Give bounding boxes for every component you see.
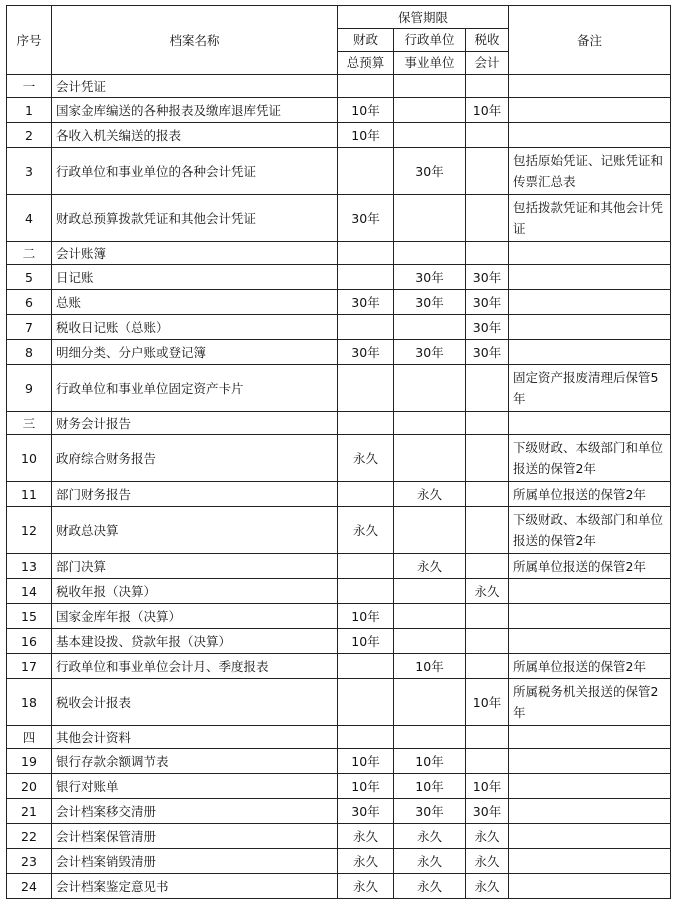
row-number: 5	[7, 265, 52, 290]
empty-cell	[466, 412, 509, 435]
period-tax	[466, 435, 509, 482]
period-fin: 永久	[338, 824, 394, 849]
period-tax: 10年	[466, 98, 509, 123]
period-admin: 永久	[394, 824, 466, 849]
period-tax: 10年	[466, 679, 509, 726]
table-row	[7, 365, 671, 412]
period-fin: 永久	[338, 849, 394, 874]
remark	[509, 799, 671, 824]
row-number: 7	[7, 315, 52, 340]
table-row	[7, 265, 671, 290]
table-row	[7, 507, 671, 554]
archive-name: 基本建设拨、贷款年报（决算）	[52, 629, 338, 654]
table-row	[7, 148, 671, 195]
remark	[509, 265, 671, 290]
period-fin: 10年	[338, 123, 394, 148]
table-row	[7, 604, 671, 629]
remark: 所属单位报送的保管2年	[509, 654, 671, 679]
remark	[509, 774, 671, 799]
period-admin: 永久	[394, 874, 466, 899]
remark	[509, 749, 671, 774]
archive-name: 部门决算	[52, 554, 338, 579]
period-admin	[394, 579, 466, 604]
section-title: 会计凭证	[52, 75, 338, 98]
row-number: 1	[7, 98, 52, 123]
remark: 下级财政、本级部门和单位报送的保管2年	[509, 435, 671, 482]
header-fin-line2: 总预算	[338, 52, 394, 75]
period-admin: 10年	[394, 774, 466, 799]
period-tax: 永久	[466, 579, 509, 604]
archive-name: 税收会计报表	[52, 679, 338, 726]
period-tax	[466, 482, 509, 507]
archive-name: 行政单位和事业单位固定资产卡片	[52, 365, 338, 412]
row-number: 18	[7, 679, 52, 726]
period-fin	[338, 315, 394, 340]
period-admin: 30年	[394, 799, 466, 824]
period-fin: 10年	[338, 98, 394, 123]
row-number: 24	[7, 874, 52, 899]
table-row	[7, 824, 671, 849]
period-fin: 永久	[338, 435, 394, 482]
table-row	[7, 749, 671, 774]
empty-cell	[394, 75, 466, 98]
table-row	[7, 340, 671, 365]
table-row	[7, 123, 671, 148]
row-number: 6	[7, 290, 52, 315]
period-tax	[466, 123, 509, 148]
remark	[509, 629, 671, 654]
section-row	[7, 75, 671, 98]
archive-retention-table	[6, 5, 671, 899]
period-fin	[338, 265, 394, 290]
empty-cell	[338, 242, 394, 265]
period-admin	[394, 435, 466, 482]
period-admin	[394, 195, 466, 242]
archive-name: 日记账	[52, 265, 338, 290]
remark: 所属单位报送的保管2年	[509, 554, 671, 579]
archive-name: 财政总预算拨款凭证和其他会计凭证	[52, 195, 338, 242]
period-fin: 10年	[338, 604, 394, 629]
header-note: 备注	[509, 6, 671, 75]
period-fin: 30年	[338, 340, 394, 365]
period-tax: 10年	[466, 774, 509, 799]
remark: 下级财政、本级部门和单位报送的保管2年	[509, 507, 671, 554]
section-row	[7, 412, 671, 435]
row-number: 21	[7, 799, 52, 824]
period-admin: 30年	[394, 290, 466, 315]
remark	[509, 98, 671, 123]
period-fin	[338, 365, 394, 412]
remark	[509, 849, 671, 874]
section-number: 二	[7, 242, 52, 265]
archive-name: 会计档案销毁清册	[52, 849, 338, 874]
row-number: 22	[7, 824, 52, 849]
period-fin	[338, 554, 394, 579]
section-number: 四	[7, 726, 52, 749]
remark	[509, 824, 671, 849]
row-number: 4	[7, 195, 52, 242]
period-tax	[466, 554, 509, 579]
remark	[509, 315, 671, 340]
remark: 包括原始凭证、记账凭证和传票汇总表	[509, 148, 671, 195]
period-tax	[466, 629, 509, 654]
header-admin-line1: 行政单位	[394, 29, 466, 52]
row-number: 3	[7, 148, 52, 195]
archive-name: 总账	[52, 290, 338, 315]
archive-name: 银行存款余额调节表	[52, 749, 338, 774]
section-row	[7, 726, 671, 749]
section-number: 一	[7, 75, 52, 98]
period-fin: 30年	[338, 195, 394, 242]
table-row	[7, 849, 671, 874]
period-admin	[394, 629, 466, 654]
remark	[509, 579, 671, 604]
period-admin: 永久	[394, 849, 466, 874]
period-tax	[466, 148, 509, 195]
row-number: 23	[7, 849, 52, 874]
period-admin	[394, 679, 466, 726]
period-admin	[394, 365, 466, 412]
period-tax: 30年	[466, 315, 509, 340]
header-admin-line2: 事业单位	[394, 52, 466, 75]
period-admin: 10年	[394, 654, 466, 679]
header-tax-line1: 税收	[466, 29, 509, 52]
archive-name: 税收日记账（总账）	[52, 315, 338, 340]
table-row	[7, 290, 671, 315]
row-number: 9	[7, 365, 52, 412]
period-tax	[466, 604, 509, 629]
period-admin: 10年	[394, 749, 466, 774]
table-row	[7, 554, 671, 579]
period-tax: 永久	[466, 874, 509, 899]
period-admin	[394, 315, 466, 340]
row-number: 19	[7, 749, 52, 774]
table-row	[7, 679, 671, 726]
remark: 固定资产报废清理后保管5年	[509, 365, 671, 412]
empty-cell	[509, 242, 671, 265]
period-tax	[466, 195, 509, 242]
period-fin: 10年	[338, 749, 394, 774]
period-tax: 30年	[466, 290, 509, 315]
empty-cell	[466, 726, 509, 749]
table-row	[7, 435, 671, 482]
empty-cell	[509, 412, 671, 435]
header-name: 档案名称	[52, 6, 338, 75]
row-number: 2	[7, 123, 52, 148]
period-fin: 10年	[338, 629, 394, 654]
remark: 所属税务机关报送的保管2年	[509, 679, 671, 726]
row-number: 11	[7, 482, 52, 507]
table-row	[7, 579, 671, 604]
archive-name: 部门财务报告	[52, 482, 338, 507]
empty-cell	[338, 726, 394, 749]
period-admin: 永久	[394, 554, 466, 579]
section-title: 其他会计资料	[52, 726, 338, 749]
table-row	[7, 654, 671, 679]
archive-name: 各收入机关编送的报表	[52, 123, 338, 148]
header-tax-line2: 会计	[466, 52, 509, 75]
archive-name: 国家金库年报（决算）	[52, 604, 338, 629]
period-fin: 30年	[338, 290, 394, 315]
period-admin: 30年	[394, 148, 466, 195]
row-number: 15	[7, 604, 52, 629]
period-tax: 30年	[466, 799, 509, 824]
remark: 所属单位报送的保管2年	[509, 482, 671, 507]
empty-cell	[394, 242, 466, 265]
period-admin	[394, 604, 466, 629]
empty-cell	[394, 726, 466, 749]
header-fin-line1: 财政	[338, 29, 394, 52]
row-number: 12	[7, 507, 52, 554]
header-period: 保管期限	[338, 6, 509, 29]
remark	[509, 874, 671, 899]
table-row	[7, 195, 671, 242]
row-number: 16	[7, 629, 52, 654]
table-row	[7, 799, 671, 824]
archive-name: 会计档案保管清册	[52, 824, 338, 849]
empty-cell	[466, 242, 509, 265]
table-header	[7, 6, 671, 75]
row-number: 10	[7, 435, 52, 482]
empty-cell	[338, 75, 394, 98]
period-tax: 30年	[466, 340, 509, 365]
period-fin	[338, 654, 394, 679]
period-tax: 30年	[466, 265, 509, 290]
row-number: 13	[7, 554, 52, 579]
period-tax: 永久	[466, 849, 509, 874]
period-fin	[338, 482, 394, 507]
archive-name: 税收年报（决算）	[52, 579, 338, 604]
table-body	[7, 75, 671, 899]
remark	[509, 123, 671, 148]
section-row	[7, 242, 671, 265]
row-number: 20	[7, 774, 52, 799]
period-tax	[466, 507, 509, 554]
table-row	[7, 315, 671, 340]
table-row	[7, 482, 671, 507]
row-number: 14	[7, 579, 52, 604]
table-row	[7, 98, 671, 123]
period-admin	[394, 123, 466, 148]
section-title: 会计账簿	[52, 242, 338, 265]
section-title: 财务会计报告	[52, 412, 338, 435]
period-admin	[394, 98, 466, 123]
empty-cell	[509, 75, 671, 98]
header-seq: 序号	[7, 6, 52, 75]
remark: 包括拨款凭证和其他会计凭证	[509, 195, 671, 242]
period-fin	[338, 679, 394, 726]
remark	[509, 340, 671, 365]
period-fin	[338, 579, 394, 604]
archive-name: 明细分类、分户账或登记簿	[52, 340, 338, 365]
archive-name: 会计档案鉴定意见书	[52, 874, 338, 899]
table-row	[7, 774, 671, 799]
archive-name: 行政单位和事业单位的各种会计凭证	[52, 148, 338, 195]
period-tax: 永久	[466, 824, 509, 849]
period-admin: 30年	[394, 265, 466, 290]
empty-cell	[509, 726, 671, 749]
archive-name: 银行对账单	[52, 774, 338, 799]
row-number: 17	[7, 654, 52, 679]
empty-cell	[338, 412, 394, 435]
period-admin: 30年	[394, 340, 466, 365]
period-fin	[338, 148, 394, 195]
period-fin: 永久	[338, 874, 394, 899]
empty-cell	[466, 75, 509, 98]
period-admin	[394, 507, 466, 554]
period-admin: 永久	[394, 482, 466, 507]
empty-cell	[394, 412, 466, 435]
period-tax	[466, 365, 509, 412]
period-fin: 30年	[338, 799, 394, 824]
period-fin: 永久	[338, 507, 394, 554]
archive-name: 政府综合财务报告	[52, 435, 338, 482]
remark	[509, 604, 671, 629]
archive-name: 国家金库编送的各种报表及缴库退库凭证	[52, 98, 338, 123]
section-number: 三	[7, 412, 52, 435]
period-tax	[466, 749, 509, 774]
archive-name: 会计档案移交清册	[52, 799, 338, 824]
archive-name: 财政总决算	[52, 507, 338, 554]
period-tax	[466, 654, 509, 679]
table-row	[7, 874, 671, 899]
remark	[509, 290, 671, 315]
table-row	[7, 629, 671, 654]
archive-name: 行政单位和事业单位会计月、季度报表	[52, 654, 338, 679]
row-number: 8	[7, 340, 52, 365]
period-fin: 10年	[338, 774, 394, 799]
